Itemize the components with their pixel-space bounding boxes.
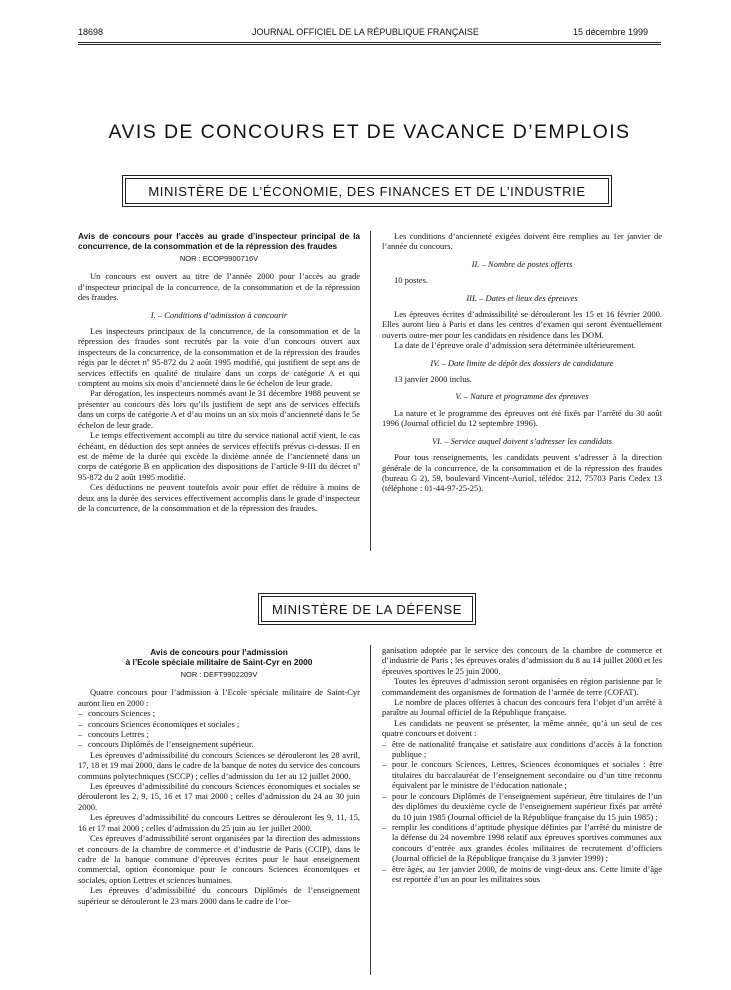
list-item: – pour le concours Sciences, Lettres, Sciences économiques et sociales : être titulaires du baccalauréat de l’enseignement secondaire ou d’un titre reconnu équivalent par le ministre de l’éducation nationale ; bbox=[382, 759, 662, 790]
column-divider bbox=[370, 645, 371, 975]
list-item: – concours Sciences économiques et sociales ; bbox=[78, 719, 360, 729]
section2-title: Avis de concours pour l’admission bbox=[150, 647, 288, 657]
section1-para: Un concours est ouvert au titre de l’année 2000 pour l’accès au grade d’inspecteur principal de la concurrence, de la consommation et de la répression des fraudes. bbox=[78, 271, 360, 303]
section2-para: Les candidats ne peuvent se présenter, la même année, qu’à un seul de ces quatre concours et doivent : bbox=[382, 717, 662, 739]
section2-left-column bbox=[78, 647, 360, 906]
section1-title: Avis de concours pour l’accès au grade d’inspecteur principal de la concurrence, de la consommation et de la répression des fraudes bbox=[78, 231, 360, 251]
section1-heading: II. – Nombre de postes offerts bbox=[471, 258, 573, 269]
list-item: – pour le concours Diplômés de l’enseignement supérieur, être titulaires de l’un des diplômes du deuxième cycle de l’enseignement supérieur fixés par arrêté du 10 juin 1985 (Journal officiel de la République française du 15 juin 1985) ; bbox=[382, 791, 662, 822]
section2-para: Toutes les épreuves d’admission seront organisées en région parisienne par le commandement des organismes de formation de l’armée de terre (COFAT). bbox=[382, 676, 662, 697]
journal-name: JOURNAL OFFICIEL DE LA RÉPUBLIQUE FRANÇAISE bbox=[252, 27, 479, 37]
section1-para: Par dérogation, les inspecteurs nommés avant le 31 décembre 1988 peuvent se présenter au concours dès lors qu’ils justifient de sept ans de services effectifs dans un corps de catégorie A et d’au moins un an six mois d’ancienneté dans le 5e échelon de leur grade. bbox=[78, 388, 360, 430]
list-item: – concours Sciences ; bbox=[78, 708, 360, 718]
column-divider bbox=[370, 231, 371, 551]
section1-para: Les inspecteurs principaux de la concurrence, de la consommation et de la répression des fraudes sont recrutés par la voie d’un concours ouvert aux inspecteurs de la concurrence, de la consommation et de la répression des fraudes régis par le décret nº 95-872 du 2 août 1995 modifié, qui justifient de sept ans de services effectifs en qualité de titulaire dans un corps de catégorie A et qui comptent au moins six mois d’ancienneté dans le 6e échelon de leur grade. bbox=[78, 326, 360, 389]
section2-para: Les épreuves d’admissibilité du concours Diplômés de l’enseignement supérieur se dérouleront le 23 mars 2000 dans le cadre de l’or- bbox=[78, 885, 360, 906]
section1-left-column bbox=[78, 231, 360, 513]
section1-para: Ces déductions ne peuvent toutefois avoir pour effet de réduire à moins de deux ans la durée des services effectivement accomplis dans le grade d’inspecteur de la concurrence, de la consommation et de la répression des fraudes. bbox=[78, 482, 360, 513]
section1-para: Les conditions d’ancienneté exigées doivent être remplies au 1er janvier de l’année du concours. bbox=[382, 231, 662, 252]
section1-heading: VI. – Service auquel doivent s’adresser les candidats bbox=[431, 435, 613, 446]
section1-nor: NOR : ECOP9900716V bbox=[179, 254, 259, 263]
section2-para: ganisation adoptée par le service des concours de la chambre de commerce et d’industrie de Paris ; les épreuves orales d’admission du 8 au 14 juillet 2000 et les épreuves sportives le 25 juin 2000. bbox=[382, 645, 662, 676]
section1-para: 13 janvier 2000 inclus. bbox=[394, 374, 472, 385]
section1-para: La date de l’épreuve orale d’admission sera déterminée ultérieurement. bbox=[394, 340, 636, 351]
section2-para: Les épreuves d’admissibilité du concours Lettres se dérouleront les 9, 11, 15, 16 et 17 mai 2000 ; celles d’admission du 25 juin au 1er juillet 2000. bbox=[78, 812, 360, 833]
section2-para: Quatre concours pour l’admission à l’Ecole spéciale militaire de Saint-Cyr auront lieu en 2000 : bbox=[78, 687, 360, 708]
section1-para: La nature et le programme des épreuves ont été fixés par l’arrêté du 30 août 1996 (Journal officiel du 12 septembre 1996). bbox=[382, 407, 662, 429]
page-number: 18698 bbox=[78, 27, 104, 37]
list-item: – remplir les conditions d’aptitude physique définies par l’arrêté du ministre de la défense du 24 novembre 1998 relatif aux épreuves sportives communes aux concours d’entrée aux grandes écoles militaires de recrutement d’officiers (Journal officiel de la République française du 3 janvier 1999) ; bbox=[382, 822, 662, 864]
page-title: AVIS DE CONCOURS ET DE VACANCE D’EMPLOIS bbox=[108, 121, 631, 143]
ministry-box-economie bbox=[122, 175, 612, 207]
section1-heading: IV. – Date limite de dépôt des dossiers de candidature bbox=[430, 357, 614, 368]
section1-heading: V. – Nature et programme des épreuves bbox=[455, 391, 589, 402]
header-rule-2 bbox=[78, 44, 661, 45]
section2-right-column bbox=[382, 645, 662, 884]
section1-para: 10 postes. bbox=[394, 275, 428, 286]
issue-date: 15 décembre 1999 bbox=[572, 27, 648, 37]
section1-para: Le temps effectivement accompli au titre du service national actif vient, le cas échéant, en déduction des sept années de services effectifs prévus ci-dessus. Il en est de même de la durée qui excède la dixième année de l’ancienneté dans un corps de catégorie B en application des dispositions de l’article 9-III du décret nº 95-872 du 2 août 1995 modifié. bbox=[78, 430, 360, 482]
page-header bbox=[0, 27, 731, 41]
list-item: – concours Lettres ; bbox=[78, 729, 360, 739]
section1-para: Les épreuves écrites d’admissibilité se dérouleront les 15 et 16 février 2000. Elles auront lieu à Paris et dans les centres d’examen qui seront éventuellement ouverts outre-mer pour les candidats en résidence dans les DOM. bbox=[382, 309, 662, 340]
list-item: – concours Diplômés de l’enseignement supérieur. bbox=[78, 739, 360, 749]
section1-right-column bbox=[382, 231, 662, 494]
section1-heading: I. – Conditions d’admission à concourir bbox=[150, 309, 288, 320]
section2-nor: NOR : DEFT9902209V bbox=[180, 670, 258, 679]
header-rule bbox=[78, 42, 661, 43]
list-item: – être âgés, au 1er janvier 2000, de moins de vingt-deux ans. Cette limite d’âge est reportée d’un an pour les militaires sous bbox=[382, 864, 662, 885]
section2-para: Le nombre de places offertes à chacun des concours fera l’objet d’un arrêté à paraître au Journal officiel de la République française. bbox=[382, 697, 662, 718]
ministry-title-economie: MINISTÈRE DE L’ÉCONOMIE, DES FINANCES ET DE L’INDUSTRIE bbox=[125, 178, 609, 204]
list-item: – être de nationalité française et satisfaire aux conditions d’accès à la fonction publique ; bbox=[382, 739, 662, 760]
section1-heading: III. – Dates et lieux des épreuves bbox=[466, 292, 578, 303]
ministry-title-defense: MINISTÈRE DE LA DÉFENSE bbox=[261, 596, 473, 622]
section1-para: Pour tous renseignements, les candidats peuvent s’adresser à la direction générale de la concurrence, de la consommation et de la répression des fraudes (bureau G 2), 59, boulevard Vincent-Auriol, télédoc 212, 75703 Paris Cedex 13 (téléphone : 01-44-97-25-25). bbox=[382, 452, 662, 494]
ministry-box-defense bbox=[258, 593, 476, 625]
section2-para: Ces épreuves d’admissibilité seront organisées par la direction des admissions et concours de la chambre de commerce et d’industrie de Paris (CCIP), dans le cadre de la banque commune d’épreuves écrites pour le haut enseignement commercial, option économique pour le concours Sciences économiques et sociales, option Lettres et sciences humaines. bbox=[78, 833, 360, 885]
section2-title: à l’Ecole spéciale militaire de Saint-Cyr en 2000 bbox=[125, 657, 313, 667]
section2-para: Les épreuves d’admissibilité du concours Sciences se dérouleront les 28 avril, 17, 18 et 19 mai 2000, dans le cadre de la banque de notes du service des concours communs polytechniques (SCCP) ; celles d’admission du 1er au 12 juillet 2000. bbox=[78, 749, 360, 781]
section2-para: Les épreuves d’admissibilité du concours Sciences économiques et sociales se dérouleront les 2, 9, 15, 16 et 17 mai 2000 ; celles d’admission du 24 au 30 juin 2000. bbox=[78, 781, 360, 812]
